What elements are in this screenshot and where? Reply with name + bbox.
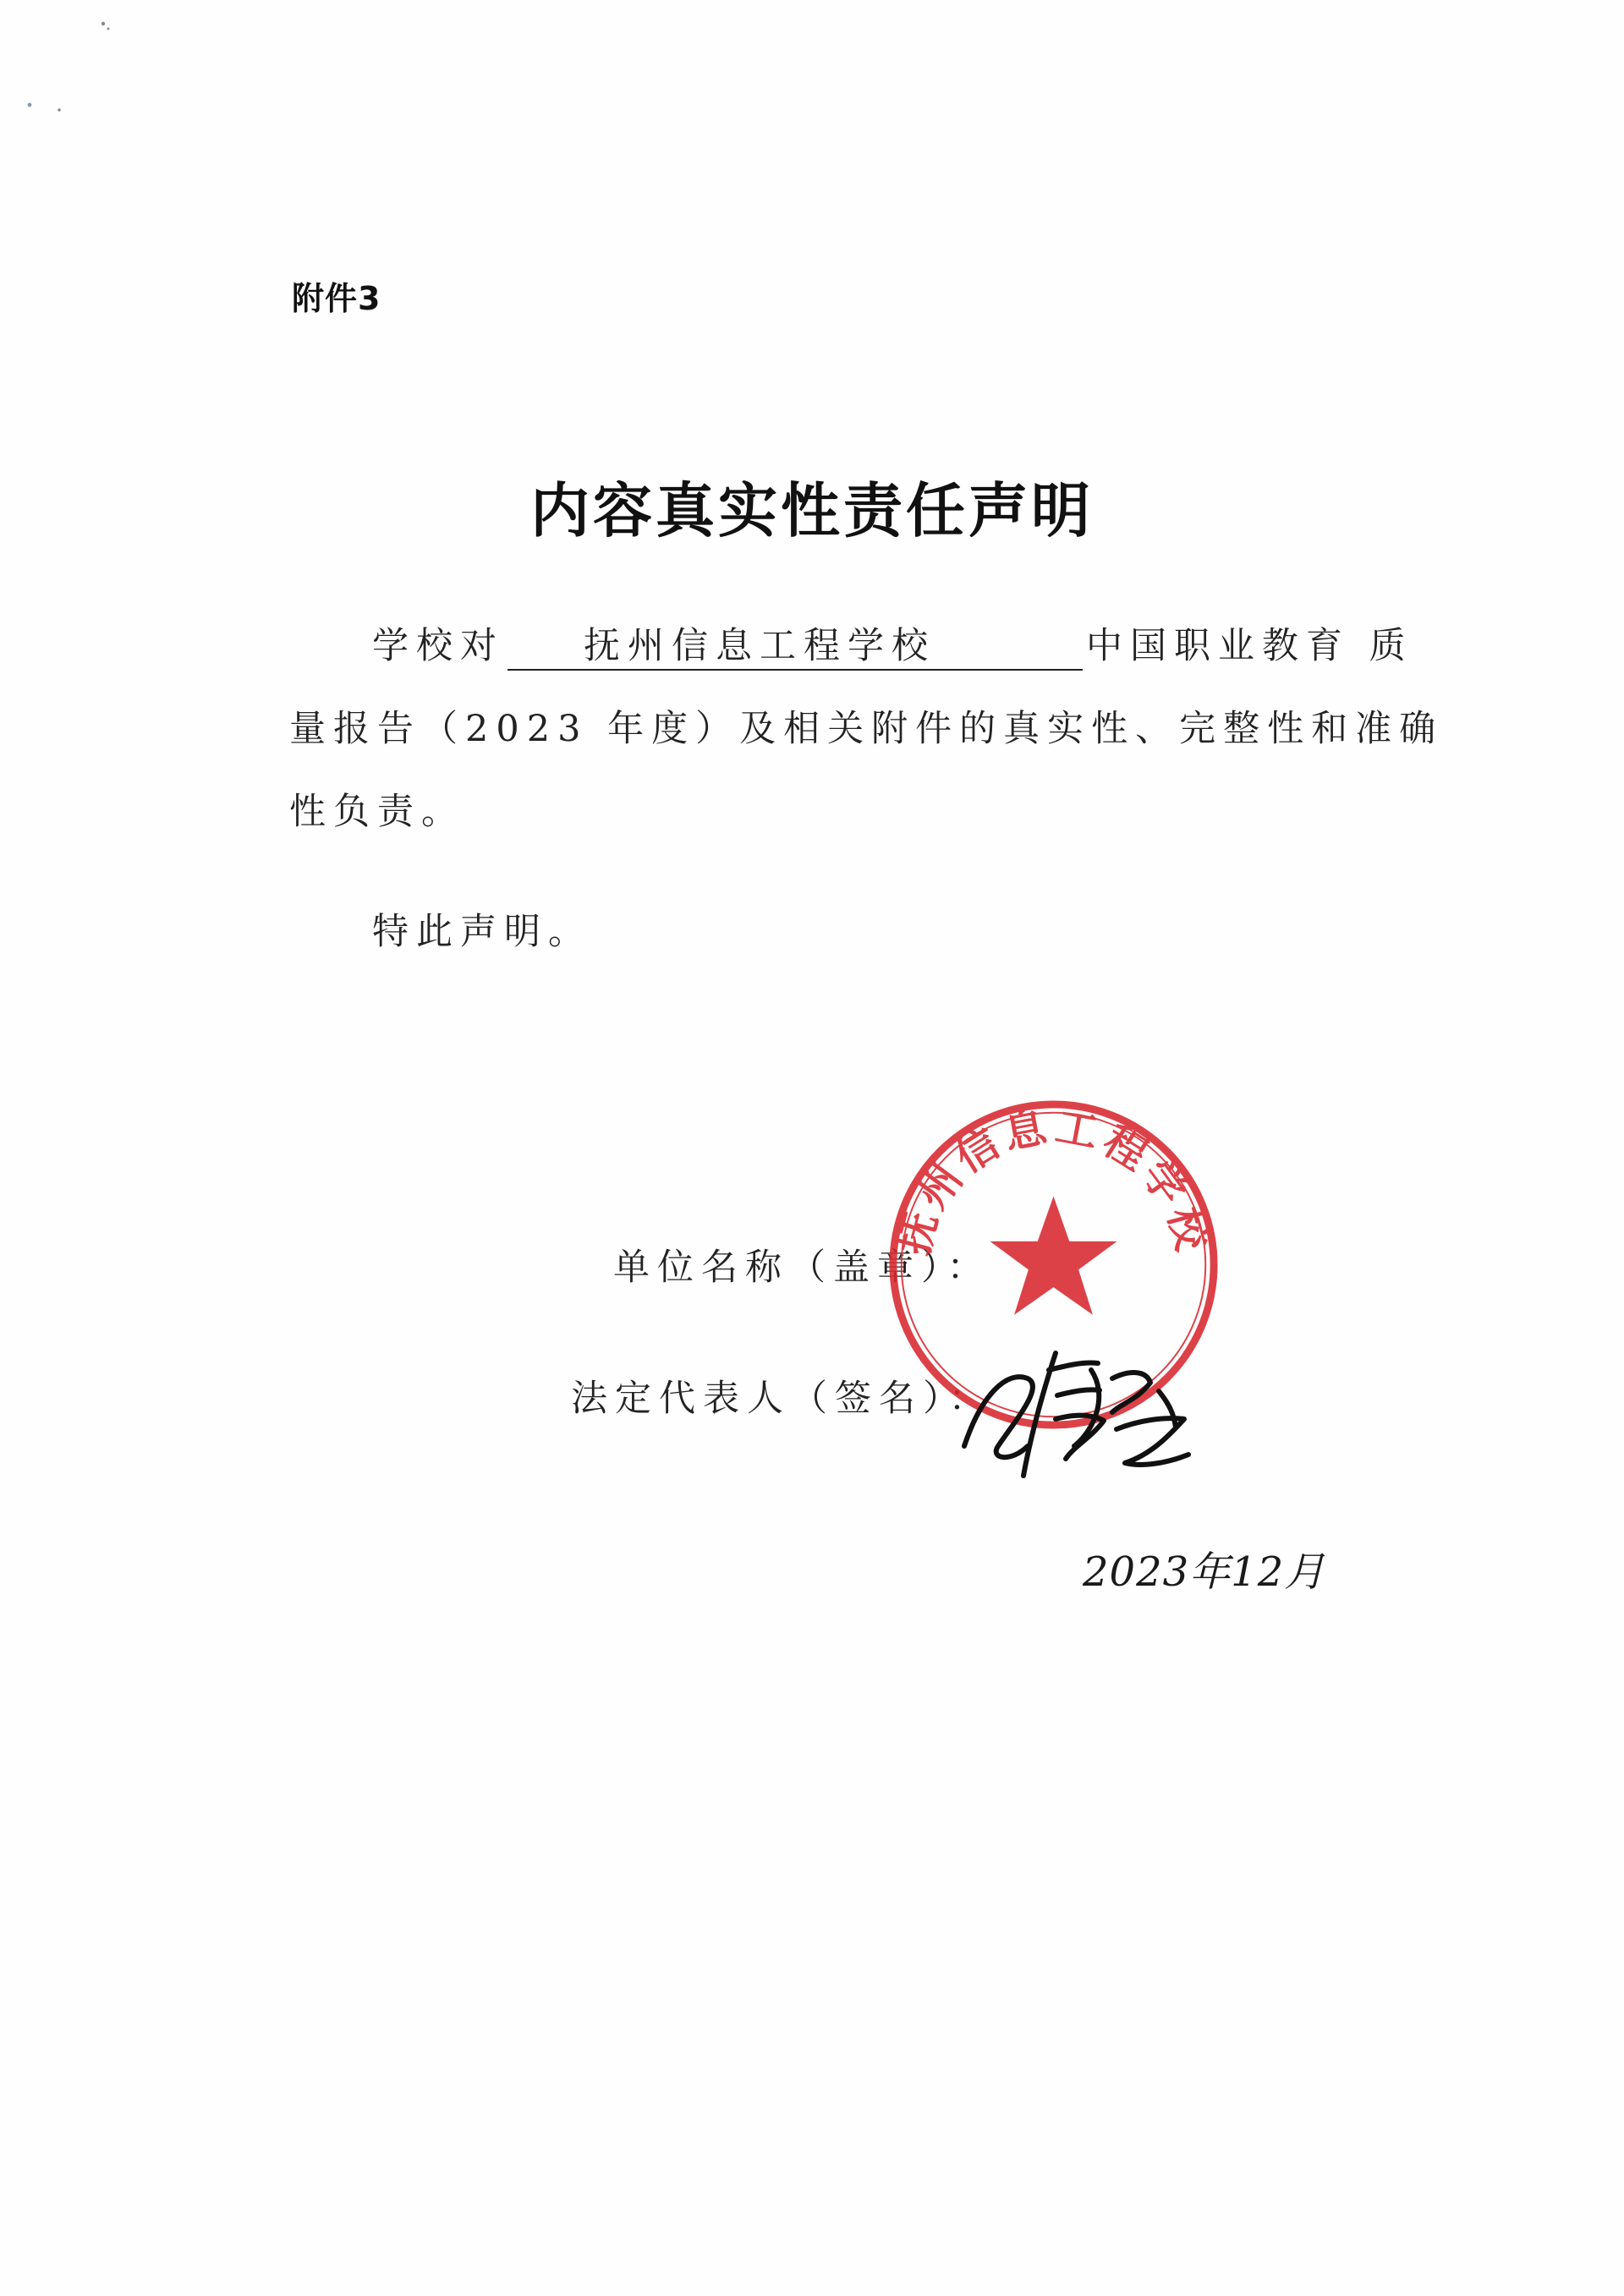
svg-text:抚州信息工程学校: 抚州信息工程学校	[888, 1101, 1219, 1260]
statement-line-1	[372, 617, 1413, 671]
unit-name-label: 单位名称（盖章）：	[613, 1247, 991, 1289]
statement-line1-suffix: 中国职业教育 质	[1086, 625, 1413, 667]
statement-prefix: 学校对	[372, 625, 504, 667]
seal-star-icon	[990, 1197, 1116, 1315]
statement-line-3: 性负责。	[289, 791, 465, 833]
signature-date: 2023年12月	[1083, 1548, 1326, 1596]
declaration-text: 特此声明。	[372, 911, 592, 953]
scan-artifacts	[25, 17, 127, 118]
school-name-field: 抚州信息工程学校	[508, 617, 1083, 671]
legal-representative-label: 法定代表人（签名）：	[571, 1378, 993, 1420]
statement-line-2: 量报告（2023 年度）及相关附件的真实性、完整性和准确	[289, 708, 1444, 750]
document-title: 内容真实性责任声明	[530, 476, 1094, 545]
attachment-label: 附件3	[292, 280, 381, 317]
handwritten-signature	[947, 1319, 1201, 1488]
